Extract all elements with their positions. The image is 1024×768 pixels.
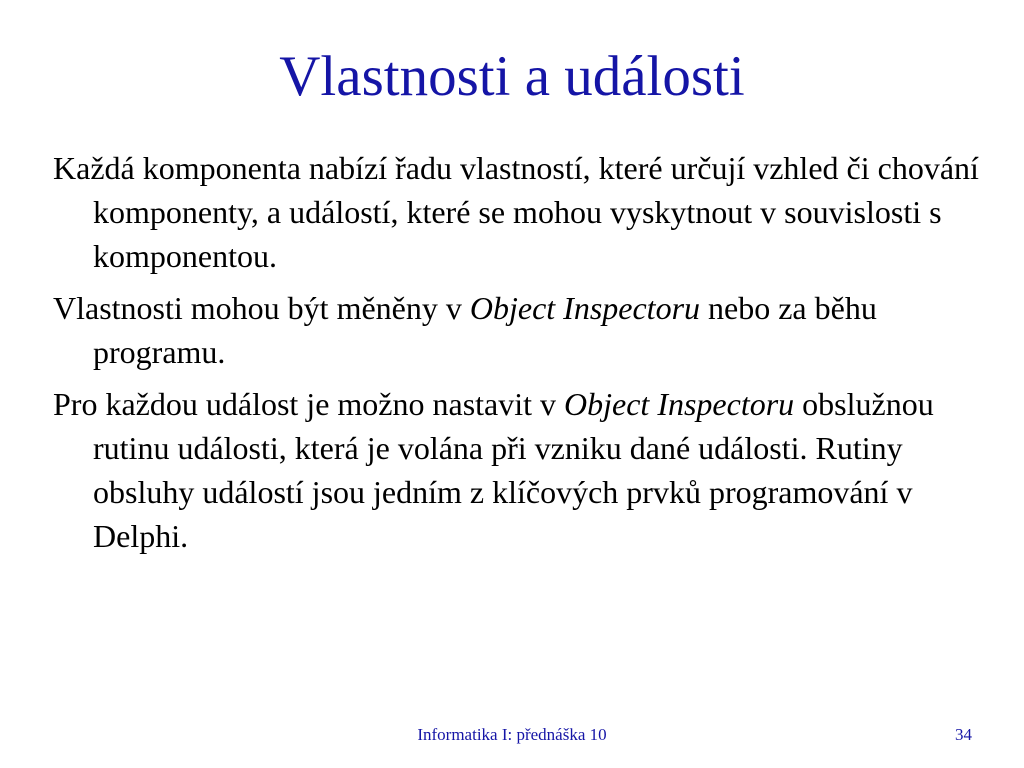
bullet-text: nebo za běhu programu.: [93, 290, 877, 370]
slide-title: Vlastnosti a události: [279, 45, 745, 108]
bullet-text: Vlastnosti mohou být měněny v: [53, 290, 470, 326]
bullet-text: Pro každou událost je možno nastavit v: [53, 386, 565, 422]
bullet-text-italic: Object Inspectoru: [564, 386, 795, 422]
page-number: 34: [955, 725, 972, 744]
bullet-text-italic: Object Inspectoru: [469, 290, 701, 326]
bullet-text: Každá komponenta nabízí řadu vlastností, které určují vzhled či chování komponenty, a událostí, které se mohou vyskytnout v souvislosti s komponentou.: [53, 150, 979, 274]
bullet-item: [53, 382, 993, 558]
bullet-text: obslužnou rutinu události, která je volána při vzniku dané události. Rutiny obsluhy událostí jsou jedním z klíčových prvků programování v Delphi.: [93, 386, 934, 554]
bullet-list: [53, 146, 993, 566]
bullet-item: [53, 286, 993, 374]
footer-lecture-label: Informatika I: přednáška 10: [417, 725, 607, 744]
bullet-item: [53, 146, 993, 278]
